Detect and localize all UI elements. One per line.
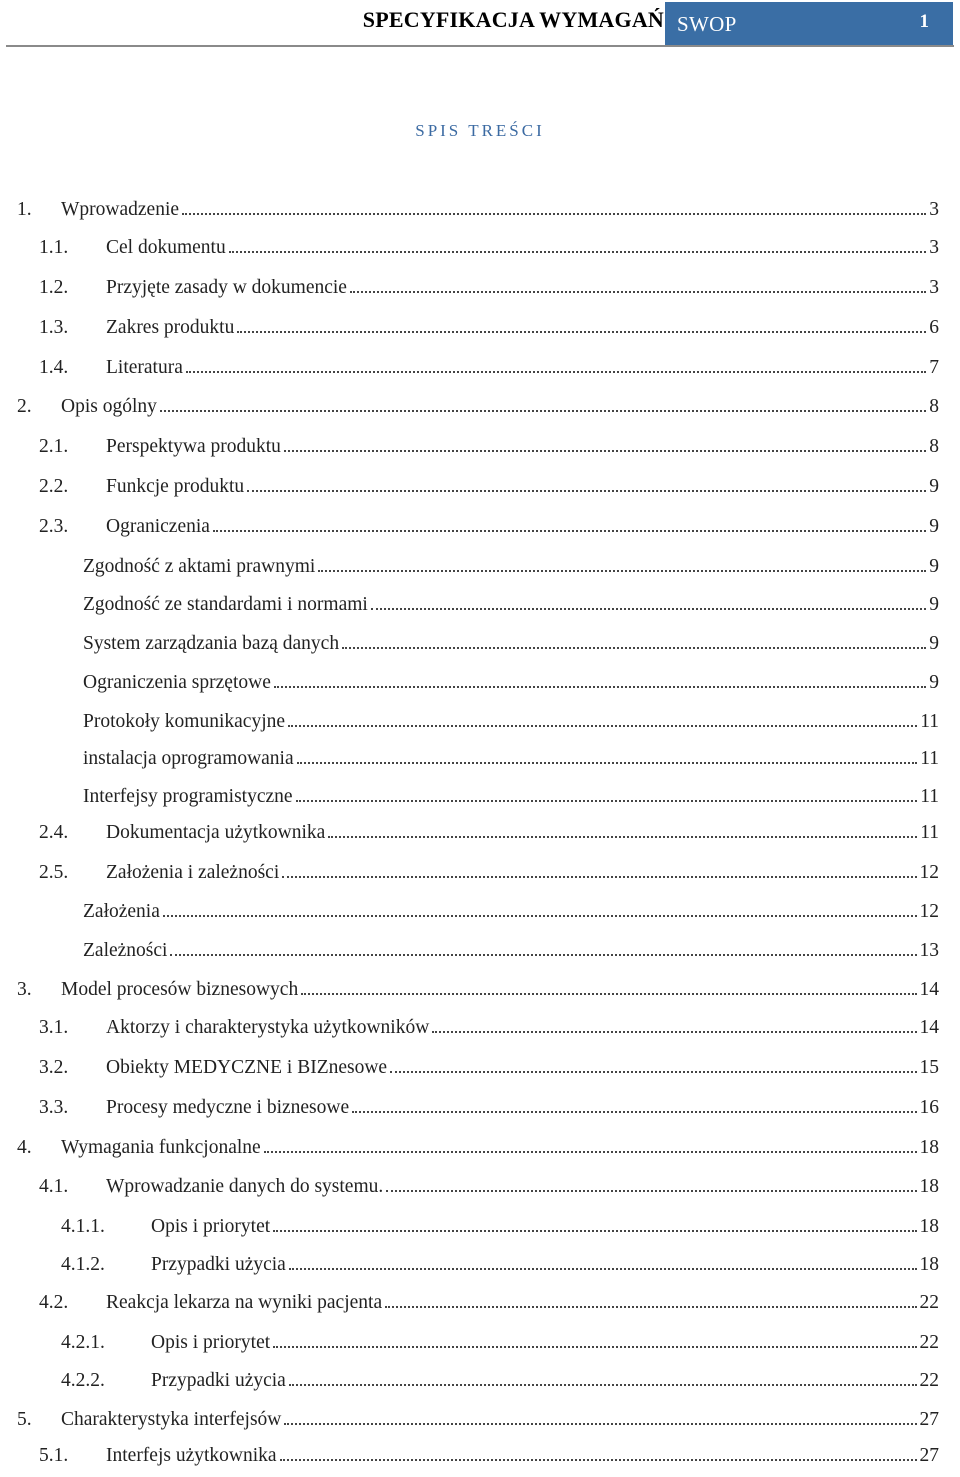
toc-entry-number: 1. — [17, 199, 32, 220]
toc-entry-title: Cel dokumentu — [106, 237, 226, 258]
toc-entry-page: 9 — [929, 476, 939, 497]
toc-entry-number: 3.2. — [39, 1057, 69, 1078]
toc-entry-title: Literatura — [106, 357, 183, 378]
toc-leader-dots — [282, 876, 916, 878]
toc-entry-number: 2.4. — [39, 822, 69, 843]
toc-leader-dots — [296, 800, 918, 802]
toc-entry-page: 22 — [919, 1332, 939, 1353]
toc-entry-number: 4.2. — [39, 1292, 69, 1313]
toc-entry-number: 4.2.1. — [61, 1332, 105, 1353]
toc-entry-number: 1.2. — [39, 277, 69, 298]
toc-entry-page: 9 — [929, 556, 939, 577]
toc-entry-number: 1.4. — [39, 357, 69, 378]
toc-leader-dots — [186, 371, 926, 373]
toc-entry[interactable] — [0, 512, 960, 542]
toc-entry[interactable] — [0, 1405, 960, 1435]
toc-entry-title: Przyjęte zasady w dokumencie — [106, 277, 347, 298]
toc-leader-dots — [352, 1111, 916, 1113]
toc-entry[interactable] — [0, 552, 960, 582]
toc-entry[interactable] — [0, 629, 960, 659]
toc-entry-page: 18 — [919, 1137, 939, 1158]
toc-entry-page: 22 — [919, 1370, 939, 1391]
toc-entry-title: Ograniczenia — [106, 516, 210, 537]
toc-entry-title: Zależności — [83, 940, 168, 961]
toc-entry[interactable] — [0, 1288, 960, 1318]
toc-entry-page: 3 — [929, 277, 939, 298]
toc-entry-title: Zgodność ze standardami i normami — [83, 594, 368, 615]
toc-leader-dots — [163, 915, 917, 917]
toc-entry-page: 27 — [919, 1409, 939, 1430]
toc-entry[interactable] — [0, 936, 960, 966]
toc-entry-page: 12 — [919, 862, 939, 883]
toc-leader-dots — [288, 725, 917, 727]
toc-entry-number: 4.1. — [39, 1176, 69, 1197]
header-code-box — [665, 2, 953, 45]
toc-entry[interactable] — [0, 313, 960, 343]
header-rule — [6, 45, 954, 47]
toc-leader-dots — [284, 450, 926, 452]
toc-leader-dots — [182, 213, 926, 215]
toc-entry[interactable] — [0, 858, 960, 888]
toc-entry[interactable] — [0, 668, 960, 698]
toc-heading: SPIS TREŚCI — [415, 121, 545, 140]
toc-entry-number: 2. — [17, 396, 32, 417]
toc-entry-page: 18 — [919, 1254, 939, 1275]
toc-entry-page: 11 — [920, 822, 939, 843]
toc-entry[interactable] — [0, 195, 960, 225]
toc-entry-page: 27 — [919, 1445, 939, 1466]
toc-entry[interactable] — [0, 707, 960, 737]
toc-entry-page: 9 — [929, 594, 939, 615]
toc-entry[interactable] — [0, 1366, 960, 1396]
toc-entry-title: Obiekty MEDYCZNE i BIZnesowe — [106, 1057, 388, 1078]
toc-leader-dots — [297, 762, 918, 764]
toc-leader-dots — [284, 1423, 916, 1425]
toc-entry[interactable] — [0, 818, 960, 848]
toc-entry-title: Opis i priorytet — [151, 1216, 271, 1237]
toc-entry-title: Aktorzy i charakterystyka użytkowników — [106, 1017, 430, 1038]
toc-entry-page: 3 — [929, 199, 939, 220]
toc-entry[interactable] — [0, 1013, 960, 1043]
toc-entry[interactable] — [0, 1172, 960, 1202]
toc-entry-title: Model procesów biznesowych — [61, 979, 299, 1000]
toc-entry-title: Ograniczenia sprzętowe — [83, 672, 271, 693]
toc-entry-title: Założenia — [83, 901, 160, 922]
toc-entry-title: Wymagania funkcjonalne — [61, 1137, 261, 1158]
toc-entry[interactable] — [0, 1053, 960, 1083]
toc-leader-dots — [318, 570, 926, 572]
toc-entry-page: 8 — [929, 396, 939, 417]
toc-entry-page: 14 — [919, 1017, 939, 1038]
toc-entry-title: Charakterystyka interfejsów — [61, 1409, 282, 1430]
toc-entry[interactable] — [0, 1328, 960, 1358]
toc-entry-number: 4.2.2. — [61, 1370, 105, 1391]
toc-entry-title: Zgodność z aktami prawnymi — [83, 556, 316, 577]
toc-entry-number: 3.3. — [39, 1097, 69, 1118]
toc-entry[interactable] — [0, 1093, 960, 1123]
toc-entry-page: 22 — [919, 1292, 939, 1313]
toc-entry-page: 18 — [919, 1216, 939, 1237]
toc-leader-dots — [301, 993, 916, 995]
toc-entry-title: Procesy medyczne i biznesowe — [106, 1097, 350, 1118]
toc-entry[interactable] — [0, 1212, 960, 1242]
toc-entry[interactable] — [0, 897, 960, 927]
toc-entry[interactable] — [0, 233, 960, 263]
toc-entry-title: Funkcje produktu — [106, 476, 245, 497]
toc-leader-dots — [247, 490, 926, 492]
toc-entry-number: 4.1.2. — [61, 1254, 105, 1275]
toc-leader-dots — [386, 1190, 916, 1192]
toc-leader-dots — [280, 1459, 917, 1461]
toc-entry-number: 2.2. — [39, 476, 69, 497]
toc-entry-title: Wprowadzenie — [61, 199, 180, 220]
toc-leader-dots — [237, 331, 926, 333]
toc-entry-number: 4.1.1. — [61, 1216, 105, 1237]
toc-leader-dots — [273, 1230, 916, 1232]
document-title: SPECYFIKACJA WYMAGAŃ — [362, 7, 664, 32]
toc-entry-title: Protokoły komunikacyjne — [83, 711, 286, 732]
toc-entry-number: 5.1. — [39, 1445, 69, 1466]
toc-entry-title: Przypadki użycia — [151, 1254, 286, 1275]
toc-entry-title: Zakres produktu — [106, 317, 235, 338]
toc-entry-page: 16 — [919, 1097, 939, 1118]
toc-leader-dots — [229, 251, 927, 253]
toc-entry-number: 4. — [17, 1137, 32, 1158]
toc-entry-page: 18 — [919, 1176, 939, 1197]
toc-entry-title: Interfejsy programistyczne — [83, 786, 293, 807]
toc-leader-dots — [385, 1306, 916, 1308]
toc-entry-number: 1.1. — [39, 237, 69, 258]
toc-entry[interactable] — [0, 1133, 960, 1163]
toc-entry[interactable] — [0, 975, 960, 1005]
toc-entry-page: 11 — [920, 786, 939, 807]
toc-leader-dots — [350, 291, 926, 293]
toc-leader-dots — [432, 1031, 916, 1033]
toc-entry-page: 11 — [920, 711, 939, 732]
toc-entry-page: 15 — [919, 1057, 939, 1078]
toc-entry-title: Dokumentacja użytkownika — [106, 822, 326, 843]
toc-entry[interactable] — [0, 744, 960, 774]
toc-leader-dots — [289, 1268, 917, 1270]
toc-entry-page: 9 — [929, 672, 939, 693]
toc-entry-title: Założenia i zależności — [106, 862, 280, 883]
toc-entry-title: Reakcja lekarza na wyniki pacjenta — [106, 1292, 383, 1313]
toc-leader-dots — [289, 1384, 917, 1386]
toc-entry-number: 3. — [17, 979, 32, 1000]
toc-entry[interactable] — [0, 273, 960, 303]
toc-entry[interactable] — [0, 472, 960, 502]
toc-entry-number: 3.1. — [39, 1017, 69, 1038]
toc-entry-page: 8 — [929, 436, 939, 457]
toc-entry[interactable] — [0, 1250, 960, 1280]
toc-entry[interactable] — [0, 432, 960, 462]
toc-entry-page: 11 — [920, 748, 939, 769]
toc-entry-title: Przypadki użycia — [151, 1370, 286, 1391]
toc-entry-number: 2.1. — [39, 436, 69, 457]
toc-entry-page: 9 — [929, 516, 939, 537]
toc-leader-dots — [390, 1071, 916, 1073]
toc-entry-page: 6 — [929, 317, 939, 338]
toc-entry[interactable] — [0, 782, 960, 812]
toc-entry[interactable] — [0, 590, 960, 620]
toc-entry-number: 5. — [17, 1409, 32, 1430]
toc-entry[interactable] — [0, 392, 960, 422]
toc-entry-page: 12 — [919, 901, 939, 922]
toc-entry-title: System zarządzania bazą danych — [83, 633, 340, 654]
toc-entry-page: 9 — [929, 633, 939, 654]
toc-entry[interactable] — [0, 1441, 960, 1471]
toc-entry-page: 7 — [929, 357, 939, 378]
toc-entry-title: Opis ogólny — [61, 396, 157, 417]
toc-entry-title: Interfejs użytkownika — [106, 1445, 277, 1466]
toc-entry-title: Wprowadzanie danych do systemu. — [106, 1176, 384, 1197]
toc-leader-dots — [264, 1151, 917, 1153]
toc-entry-number: 2.5. — [39, 862, 69, 883]
toc-entry-page: 13 — [919, 940, 939, 961]
page-number: 1 — [919, 11, 929, 32]
toc-leader-dots — [273, 1346, 916, 1348]
toc-entry-title: Perspektywa produktu — [106, 436, 281, 457]
toc-entry-title: instalacja oprogramowania — [83, 748, 294, 769]
toc-leader-dots — [328, 836, 917, 838]
toc-entry-number: 1.3. — [39, 317, 69, 338]
page-header — [0, 0, 960, 47]
toc-entry-page: 3 — [929, 237, 939, 258]
toc-entry-title: Opis i priorytet — [151, 1332, 271, 1353]
document-code: SWOP — [677, 12, 737, 36]
toc-leader-dots — [342, 647, 926, 649]
toc-entry-number: 2.3. — [39, 516, 69, 537]
toc-leader-dots — [160, 410, 926, 412]
toc-entry-page: 14 — [919, 979, 939, 1000]
toc-leader-dots — [213, 530, 926, 532]
toc-entry[interactable] — [0, 353, 960, 383]
toc-leader-dots — [371, 608, 926, 610]
toc-leader-dots — [274, 686, 926, 688]
toc-leader-dots — [170, 954, 916, 956]
